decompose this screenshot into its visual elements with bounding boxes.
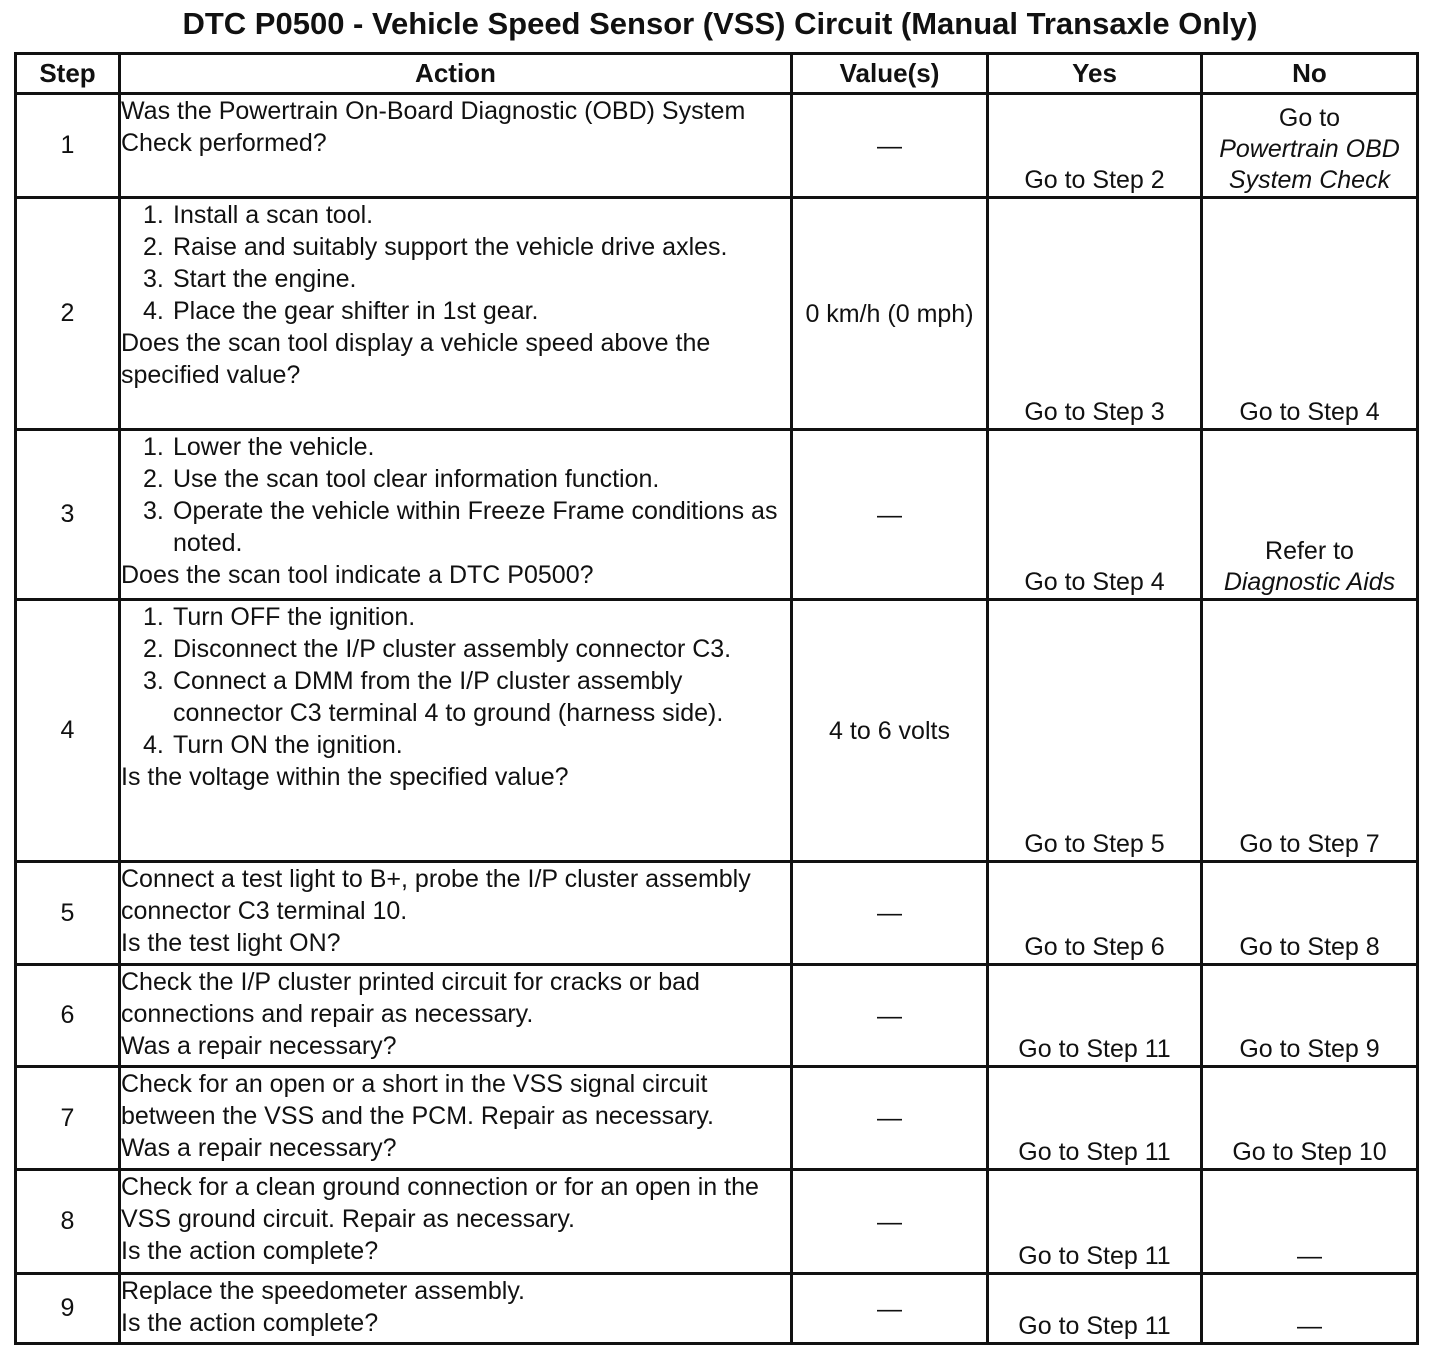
no-reference: Diagnostic Aids	[1223, 568, 1396, 596]
yes-cell: Go to Step 4	[988, 430, 1202, 600]
instruction-number: 3.	[143, 265, 164, 293]
no-prefix: Go to	[1278, 104, 1341, 132]
diagnostic-table	[14, 52, 1419, 1345]
table-row	[16, 1170, 1418, 1274]
value-cell: —	[792, 1170, 988, 1274]
action-cell	[120, 430, 792, 600]
table-header	[16, 54, 1418, 94]
no-prefix: Refer to	[1265, 537, 1354, 565]
header-yes: Yes	[988, 54, 1202, 94]
table-row	[16, 1274, 1418, 1344]
instruction-list	[121, 431, 790, 559]
instruction-text: Start the engine.	[173, 265, 357, 293]
instruction-item	[143, 495, 790, 559]
step-number-cell: 3	[16, 430, 120, 600]
instruction-text: Raise and suitably support the vehicle drive axles.	[173, 233, 728, 261]
instruction-number: 4.	[143, 731, 164, 759]
action-cell	[120, 1067, 792, 1170]
yes-cell: Go to Step 11	[988, 965, 1202, 1067]
instruction-text: Use the scan tool clear information function.	[173, 465, 660, 493]
action-description: Check for an open or a short in the VSS signal circuit between the VSS and the PCM. Repair as necessary.	[121, 1070, 714, 1130]
value-cell: 4 to 6 volts	[792, 600, 988, 862]
instruction-number: 1.	[143, 433, 164, 461]
instruction-list	[121, 199, 790, 327]
step-number-cell: 1	[16, 94, 120, 198]
action-question: Is the action complete?	[121, 1309, 379, 1337]
no-cell: —	[1202, 1274, 1418, 1344]
table-row	[16, 198, 1418, 430]
instruction-item	[143, 263, 790, 295]
step-number-cell: 7	[16, 1067, 120, 1170]
value-cell: —	[792, 94, 988, 198]
action-cell	[120, 198, 792, 430]
value-cell: —	[792, 430, 988, 600]
page-title: DTC P0500 - Vehicle Speed Sensor (VSS) Circuit (Manual Transaxle Only)	[182, 6, 1258, 41]
value-cell: —	[792, 965, 988, 1067]
action-cell	[120, 1170, 792, 1274]
table-row	[16, 1067, 1418, 1170]
action-cell	[120, 862, 792, 965]
no-cell: Go to Step 4	[1202, 198, 1418, 430]
yes-cell: Go to Step 11	[988, 1170, 1202, 1274]
yes-cell: Go to Step 5	[988, 600, 1202, 862]
no-reference: Powertrain OBD System Check	[1219, 135, 1400, 194]
table-row	[16, 94, 1418, 198]
action-question: Was a repair necessary?	[121, 1032, 397, 1060]
instruction-text: Turn OFF the ignition.	[173, 603, 416, 631]
instruction-item	[143, 601, 790, 633]
step-number-cell: 4	[16, 600, 120, 862]
yes-cell: Go to Step 6	[988, 862, 1202, 965]
yes-cell: Go to Step 11	[988, 1067, 1202, 1170]
action-description: Check the I/P cluster printed circuit for cracks or bad connections and repair as necessary.	[121, 968, 700, 1028]
header-row	[16, 54, 1418, 94]
action-description: Replace the speedometer assembly.	[121, 1277, 525, 1305]
action-cell	[120, 1274, 792, 1344]
instruction-list	[121, 601, 790, 761]
no-cell: Go to Step 10	[1202, 1067, 1418, 1170]
value-cell: —	[792, 862, 988, 965]
no-cell	[1202, 94, 1418, 198]
no-cell	[1202, 430, 1418, 600]
action-description: Check for a clean ground connection or for an open in the VSS ground circuit. Repair as necessary.	[121, 1173, 759, 1233]
yes-cell: Go to Step 3	[988, 198, 1202, 430]
instruction-item	[143, 463, 790, 495]
step-number-cell: 8	[16, 1170, 120, 1274]
step-number-cell: 2	[16, 198, 120, 430]
instruction-item	[143, 729, 790, 761]
instruction-number: 3.	[143, 667, 164, 695]
value-cell: —	[792, 1067, 988, 1170]
instruction-number: 2.	[143, 233, 164, 261]
instruction-number: 4.	[143, 297, 164, 325]
instruction-item	[143, 231, 790, 263]
action-question: Does the scan tool display a vehicle speed above the specified value?	[121, 329, 711, 389]
action-cell	[120, 600, 792, 862]
step-number-cell: 5	[16, 862, 120, 965]
no-cell: Go to Step 7	[1202, 600, 1418, 862]
action-question: Is the test light ON?	[121, 929, 341, 957]
instruction-text: Connect a DMM from the I/P cluster assembly connector C3 terminal 4 to ground (harness side).	[173, 667, 724, 727]
step-number-cell: 6	[16, 965, 120, 1067]
table-row	[16, 965, 1418, 1067]
instruction-text: Operate the vehicle within Freeze Frame conditions as noted.	[173, 497, 778, 557]
instruction-item	[143, 665, 790, 729]
value-cell: 0 km/h (0 mph)	[792, 198, 988, 430]
action-question: Was the Powertrain On-Board Diagnostic (OBD) System Check performed?	[121, 97, 746, 157]
instruction-text: Install a scan tool.	[173, 201, 374, 229]
instruction-item	[143, 295, 790, 327]
table-body	[16, 94, 1418, 1344]
value-cell: —	[792, 1274, 988, 1344]
instruction-item	[143, 431, 790, 463]
instruction-text: Turn ON the ignition.	[173, 731, 403, 759]
header-values: Value(s)	[792, 54, 988, 94]
instruction-text: Lower the vehicle.	[173, 433, 375, 461]
instruction-number: 1.	[143, 201, 164, 229]
action-question: Is the voltage within the specified value?	[121, 763, 569, 791]
instruction-number: 2.	[143, 465, 164, 493]
action-cell	[120, 94, 792, 198]
instruction-number: 3.	[143, 497, 164, 525]
table-row	[16, 600, 1418, 862]
instruction-item	[143, 633, 790, 665]
action-cell	[120, 965, 792, 1067]
action-question: Does the scan tool indicate a DTC P0500?	[121, 561, 594, 589]
action-description: Connect a test light to B+, probe the I/P cluster assembly connector C3 terminal 10.	[121, 865, 751, 925]
instruction-number: 1.	[143, 603, 164, 631]
no-cell: Go to Step 9	[1202, 965, 1418, 1067]
header-action: Action	[120, 54, 792, 94]
action-question: Was a repair necessary?	[121, 1134, 397, 1162]
instruction-item	[143, 199, 790, 231]
table-row	[16, 862, 1418, 965]
instruction-number: 2.	[143, 635, 164, 663]
no-cell: —	[1202, 1170, 1418, 1274]
yes-cell: Go to Step 11	[988, 1274, 1202, 1344]
yes-cell: Go to Step 2	[988, 94, 1202, 198]
instruction-text: Disconnect the I/P cluster assembly connector C3.	[173, 635, 732, 663]
header-step: Step	[16, 54, 120, 94]
action-question: Is the action complete?	[121, 1237, 379, 1265]
no-cell: Go to Step 8	[1202, 862, 1418, 965]
instruction-text: Place the gear shifter in 1st gear.	[173, 297, 539, 325]
header-no: No	[1202, 54, 1418, 94]
table-row	[16, 430, 1418, 600]
step-number-cell: 9	[16, 1274, 120, 1344]
